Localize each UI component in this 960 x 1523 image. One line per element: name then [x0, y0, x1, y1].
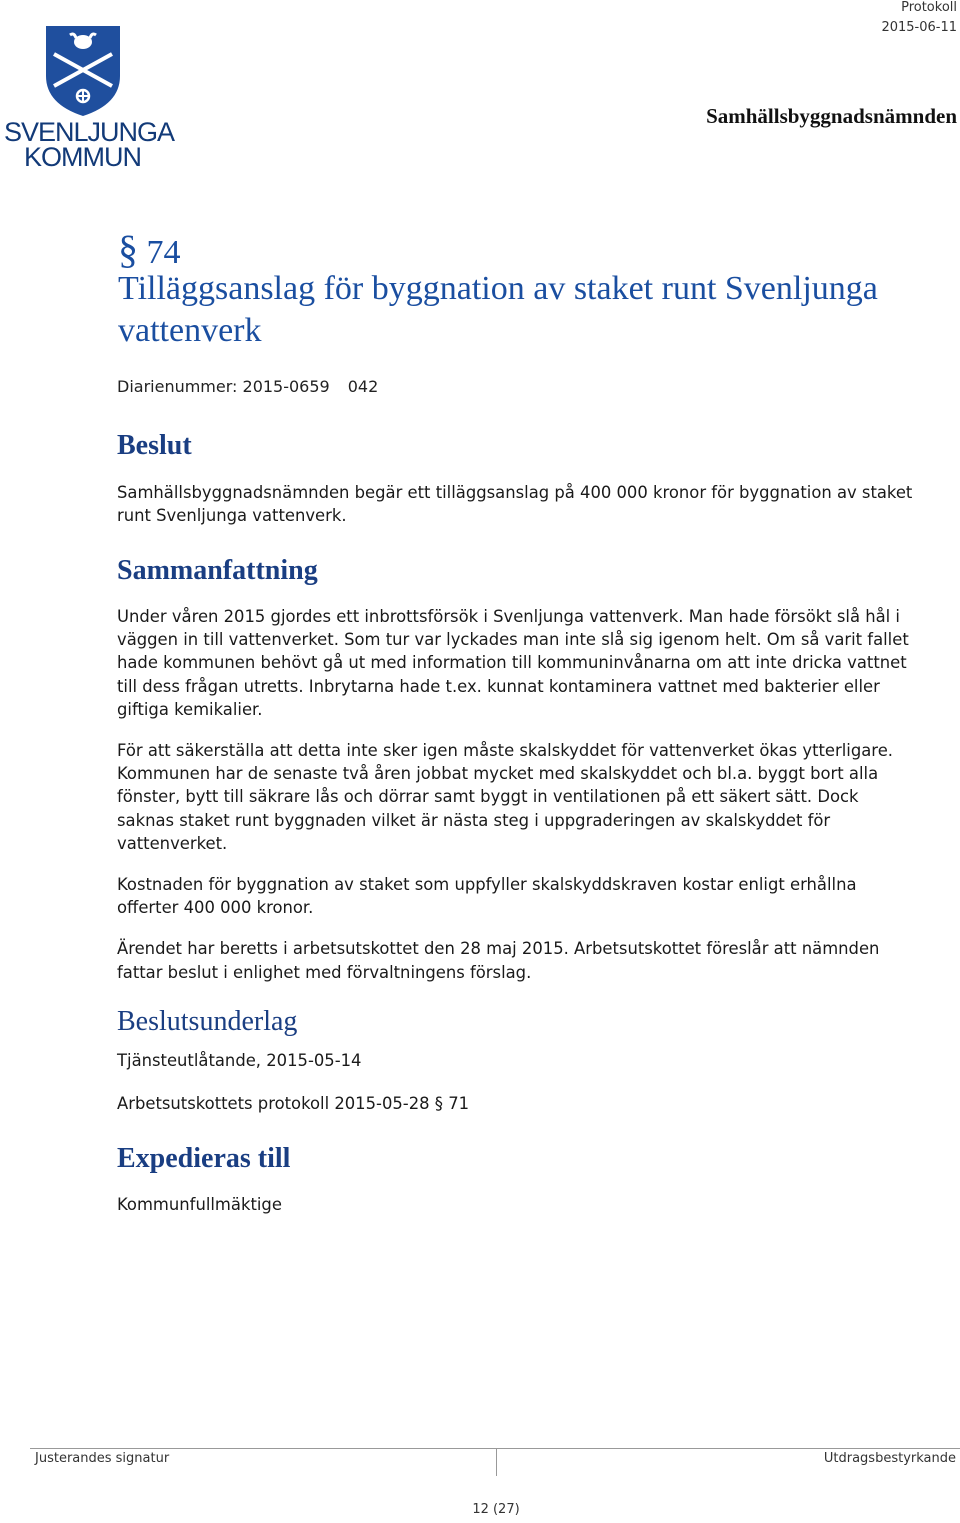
heading-beslutsunderlag: Beslutsunderlag	[117, 1006, 298, 1037]
signature-label-left: Justerandes signatur	[35, 1451, 170, 1466]
expedieras-item-1: Kommunfullmäktige	[117, 1195, 282, 1214]
logo-wordmark-line1: SVENLJUNGA	[4, 117, 175, 147]
beslut-paragraph: Samhällsbyggnadsnämnden begär ett tilläggsanslag på 400 000 kronor för byggnation av staket runt Svenljunga vattenverk.	[117, 483, 913, 526]
heading-beslut: Beslut	[117, 430, 192, 461]
diary-label: Diarienummer: 2015-0659	[117, 377, 330, 396]
sammanfattning-text	[117, 605, 917, 984]
committee-name: Samhällsbyggnadsnämnden	[706, 104, 957, 128]
coat-of-arms-icon	[8, 24, 158, 116]
paragraph-symbol: §	[118, 227, 138, 272]
underlag-item-1: Tjänsteutlåtande, 2015-05-14	[117, 1051, 362, 1070]
item-title: Tilläggsanslag för byggnation av staket runt Svenljunga vattenverk	[118, 270, 878, 349]
underlag-item-2: Arbetsutskottets protokoll 2015-05-28 § 71	[117, 1094, 470, 1113]
paragraph-number-value: 74	[146, 234, 181, 271]
footer-divider	[496, 1448, 497, 1476]
diary-code: 042	[347, 377, 379, 396]
sammanfattning-paragraph-3: Kostnaden för byggnation av staket som uppfyller skalskyddskraven kostar enligt erhållna offerter 400 000 kronor.	[117, 875, 857, 918]
municipality-logo	[4, 24, 175, 174]
document-type: Protokoll	[901, 0, 957, 15]
heading-sammanfattning: Sammanfattning	[117, 555, 318, 586]
sammanfattning-paragraph-2: För att säkerställa att detta inte sker igen måste skalskyddet för vattenverket ökas ytterligare. Kommunen har de senaste två åren jobbat mycket med skalskyddet och bl.a. byggt bort alla fönster, bytt till säkrare lås och dörrar samt byggt in ventilationen på ett säkert sätt. Dock saknas staket runt byggnaden vilket är nästa steg i uppgraderingen av skalskyddet för vattenverket.	[117, 741, 893, 853]
sammanfattning-paragraph-1: Under våren 2015 gjordes ett inbrottsförsök i Svenljunga vattenverk. Man hade försökt slå hål i väggen in till vattenverket. Som tur var lyckades man inte slå sig igenom helt. Om så varit fallet hade kommunen behövt gå ut med information till kommuninvånarna om att inte dricka vattnet till dess frågan utretts. Inbrytarna hade t.ex. kunnat kontaminera vattnet med bakterier eller giftiga kemikalier.	[117, 607, 909, 719]
logo-wordmark-line2: KOMMUN	[24, 142, 141, 172]
sammanfattning-paragraph-4: Ärendet har beretts i arbetsutskottet den 28 maj 2015. Arbetsutskottet föreslår att nämnden fattar beslut i enlighet med förvaltningens förslag.	[117, 939, 880, 982]
page-number: 12 (27)	[472, 1502, 520, 1517]
footer-rule	[30, 1448, 960, 1449]
heading-expedieras: Expedieras till	[117, 1143, 291, 1174]
signature-label-right: Utdragsbestyrkande	[823, 1451, 956, 1466]
paragraph-number	[118, 226, 181, 273]
diary-number	[117, 377, 378, 396]
beslut-text	[117, 481, 917, 527]
document-date: 2015-06-11	[881, 20, 957, 35]
